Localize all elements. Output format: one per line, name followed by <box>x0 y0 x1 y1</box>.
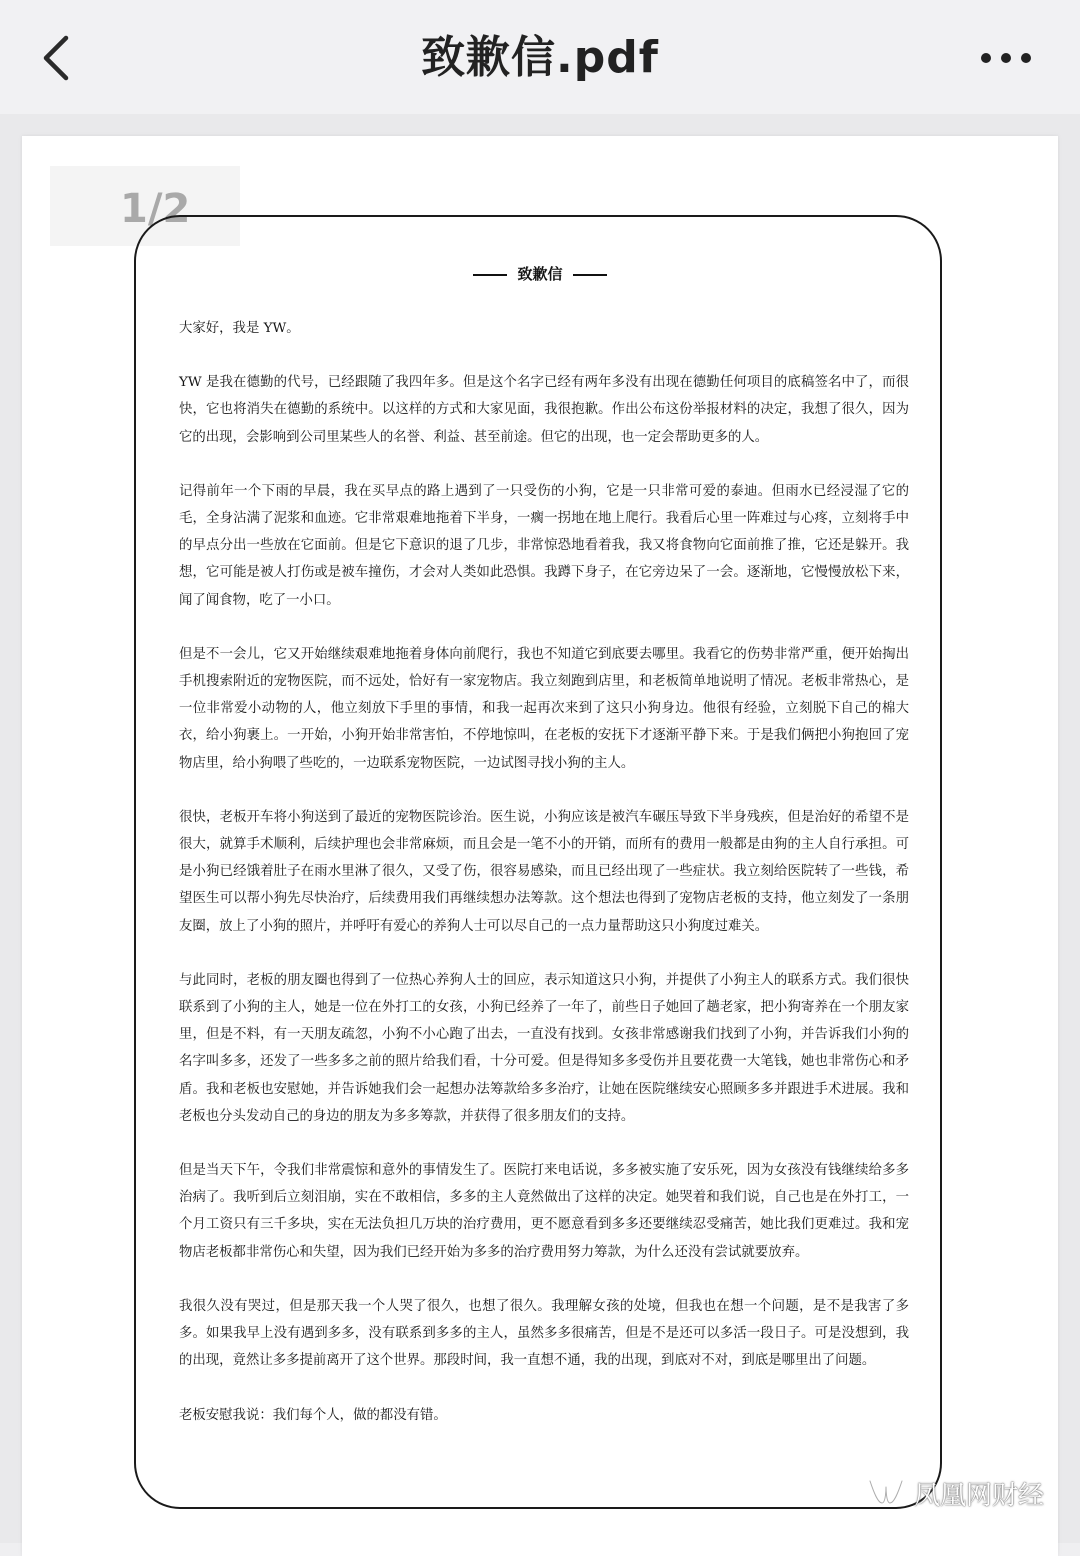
paragraph: 大家好，我是 YW。 <box>179 321 300 336</box>
heading-rule-left <box>473 274 507 276</box>
wechat-channel-icon <box>866 1475 906 1511</box>
letter-frame <box>134 215 942 1509</box>
paragraph: 但是不一会儿，它又开始继续艰难地拖着身体向前爬行，我也不知道它到底要去哪里。我看它的伤势非常严重，便开始掏出手机搜索附近的宠物医院，而不远处，恰好有一家宠物店。我立刻跑到店里，和老板简单地说明了情况。老板非常热心，是一位非常爱小动物的人，他立刻放下手里的事情，和我一起再次来到了这只小狗身边。他很有经验，立刻脱下自己的棉大衣，给小狗裹上。一开始，小狗开始非常害怕，不停地惊叫，在老板的安抚下才逐渐平静下来。于是我们俩把小狗抱回了宠物店里，给小狗喂了些吃的，一边联系宠物医院，一边试图寻找小狗的主人。 <box>179 646 909 771</box>
paragraph: 很快，老板开车将小狗送到了最近的宠物医院诊治。医生说，小狗应该是被汽车碾压导致下半身残疾，但是治好的希望不是很大，就算手术顺利，后续护理也会非常麻烦，而且会是一笔不小的开销，而所有的费用一般都是由狗的主人自行承担。可是小狗已经饿着肚子在雨水里淋了很久，又受了伤，很容易感染，而且已经出现了一些症状。我立刻给医院转了一些钱，希望医生可以帮小狗先尽快治疗，后续费用我们再继续想办法筹款。这个想法也得到了宠物店老板的支持，他立刻发了一条朋友圈，放上了小狗的照片，并呼吁有爱心的养狗人士可以尽自己的一点力量帮助这只小狗度过难关。 <box>179 809 909 934</box>
letter-heading <box>136 263 944 284</box>
paragraph: 老板安慰我说：我们每个人，做的都没有错。 <box>179 1407 447 1423</box>
more-options-button[interactable] <box>976 44 1036 72</box>
paragraph: YW 是我在德勤的代号，已经跟随了我四年多。但是这个名字已经有两年多没有出现在德勤任何项目的底稿签名中了，而很快，它也将消失在德勤的系统中。以这样的方式和大家见面，我很抱歉。作出公布这份举报材料的决定，我想了很久，因为它的出现，会影响到公司里某些人的名誉、利益、甚至前途。但它的出现，也一定会帮助更多的人。 <box>179 375 909 445</box>
more-horizontal-icon <box>976 44 1036 72</box>
heading-rule-right <box>573 274 607 276</box>
watermark <box>866 1473 1044 1513</box>
paragraph: 我很久没有哭过，但是那天我一个人哭了很久，也想了很久。我理解女孩的处境，但我也在想一个问题，是不是我害了多多。如果我早上没有遇到多多，没有联系到多多的主人，虽然多多很痛苦，但是不是还可以多活一段日子。可是没想到，我的出现，竟然让多多提前离开了这个世界。那段时间，我一直想不通，我的出现，到底对不对，到底是哪里出了问题。 <box>179 1298 909 1369</box>
pdf-viewer[interactable] <box>0 114 1080 1543</box>
paragraph: 但是当天下午，令我们非常震惊和意外的事情发生了。医院打来电话说，多多被实施了安乐死，因为女孩没有钱继续给多多治病了。我听到后立刻泪崩，实在不敢相信，多多的主人竟然做出了这样的决定。她哭着和我们说，自己也是在外打工，一个月工资只有三千多块，实在无法负担几万块的治疗费用，更不愿意看到多多还要继续忍受痛苦，她比我们更难过。我和宠物店老板都非常伤心和失望，因为我们已经开始为多多的治疗费用努力筹款，为什么还没有尝试就要放弃。 <box>179 1163 909 1260</box>
watermark-text: 凤凰网财经 <box>913 1480 1044 1511</box>
pdf-page <box>22 136 1058 1556</box>
paragraph: 记得前年一个下雨的早晨，我在买早点的路上遇到了一只受伤的小狗，它是一只非常可爱的泰迪。但雨水已经浸湿了它的毛，全身沾满了泥浆和血迹。它非常艰难地拖着下半身，一瘸一拐地在地上爬行。我看后心里一阵难过与心疼，立刻将手中的早点分出一些放在它面前。但是它下意识的退了几步，非常惊恐地看着我，我又将食物向它面前推了推，它还是躲开。我想，它可能是被人打伤或是被车撞伤，才会对人类如此恐惧。我蹲下身子，在它旁边呆了一会。逐渐地，它慢慢放松下来，闻了闻食物，吃了一小口。 <box>179 483 909 608</box>
letter-body <box>179 315 909 1456</box>
page-number-label: 1/2 <box>120 186 191 232</box>
top-navigation-bar <box>0 0 1080 114</box>
letter-heading-text: 致歉信 <box>517 265 563 283</box>
paragraph: 与此同时，老板的朋友圈也得到了一位热心养狗人士的回应，表示知道这只小狗，并提供了小狗主人的联系方式。我们很快联系到了小狗的主人，她是一位在外打工的女孩，小狗已经养了一年了，前些日子她回了趟老家，把小狗寄养在一个朋友家里，但是不料，有一天朋友疏忽，小狗不小心跑了出去，一直没有找到。女孩非常感谢我们找到了小狗，并告诉我们小狗的名字叫多多，还发了一些多多之前的照片给我们看，十分可爱。但是得知多多受伤并且要花费一大笔钱，她也非常伤心和矛盾。我和老板也安慰她，并告诉她我们会一起想办法筹款给多多治疗，让她在医院继续安心照顾多多并跟进手术进展。我和老板也分头发动自己的身边的朋友为多多筹款，并获得了很多朋友们的支持。 <box>179 972 909 1124</box>
document-title: 致歉信.pdf <box>421 32 659 83</box>
